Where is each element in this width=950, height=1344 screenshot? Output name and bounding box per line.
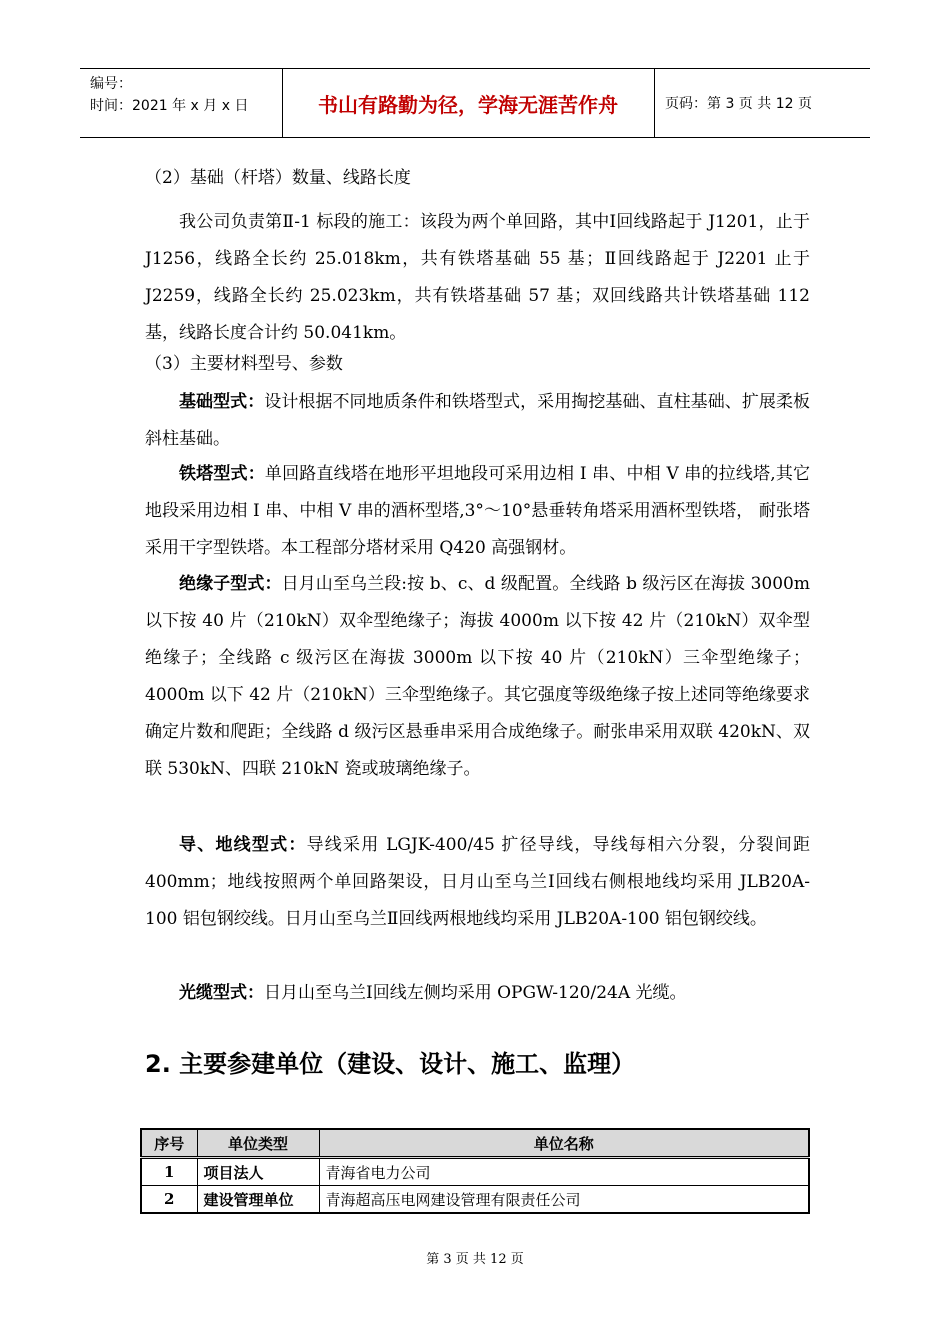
conductor-text: 导线采用 LGJK-400/45 扩径导线，导线每相六分裂，分裂间距 400mm；地线按照两个单回路架设，日月山至乌兰Ⅰ回线右侧根地线均采用 JLB20A-100 铝包钢绞线。日月山至乌兰Ⅱ回线两根地线均采用 JLB20A-100 铝包钢绞线。 (145, 835, 811, 929)
row-name: 青海省电力公司 (319, 1158, 809, 1186)
section-2 (145, 160, 810, 197)
insulator-text: 日月山至乌兰段:按 b、c、d 级配置。全线路 b 级污区在海拔 3000m 以下按 40 片（210kN）双伞型绝缘子；海拔 4000m 以下按 42 片（210kN）双伞型绝缘子；全线路 c 级污区在海拔 3000m 以下按 40 片（210kN）三伞型绝缘子；4000m 以下 42 片（210kN）三伞型绝缘子。其它强度等级绝缘子按上述同等绝缘要求确定片数和爬距；全线路 d 级污区悬垂串采用合成绝缘子。耐张串采用双联 420kN、双联 530kN、四联 210kN 瓷或玻璃绝缘子。 (145, 574, 810, 779)
material-insulator (145, 566, 810, 788)
row-name: 青海超高压电网建设管理有限责任公司 (319, 1186, 809, 1214)
page-info-text: 页码：第 3 页 共 12 页 (665, 96, 812, 112)
table-row (141, 1158, 809, 1186)
table-header-row (141, 1129, 809, 1158)
units-table (140, 1128, 810, 1214)
section-2-body-block (145, 204, 810, 352)
page-footer: 第 3 页 共 12 页 (426, 1252, 524, 1267)
section-2-body: 我公司负责第Ⅱ-1 标段的施工：该段为两个单回路，其中Ⅰ回线路起于 J1201，止于 J1256，线路全长约 25.018km，共有铁塔基础 55 基；Ⅱ回线路起于 J2201 止于 J2259，线路全长约 25.023km，共有铁塔基础 57 基；双回线路共计铁塔基础 112 基，线路长度合计约 50.041km。 (145, 212, 810, 343)
page-header (80, 68, 870, 138)
header-page-info (655, 69, 870, 137)
header-meta (80, 69, 283, 137)
cable-text: 日月山至乌兰Ⅰ回线左侧均采用 OPGW-120/24A 光缆。 (264, 983, 687, 1003)
time-label: 时间：2021 年 x 月 x 日 (90, 98, 249, 114)
row-index: 2 (141, 1186, 197, 1214)
table-row (141, 1186, 809, 1214)
row-type: 建设管理单位 (197, 1186, 319, 1214)
col-header-type: 单位类型 (197, 1129, 319, 1158)
cable-label: 光缆型式： (179, 983, 264, 1003)
material-cable (145, 975, 810, 1012)
material-conductor (145, 827, 810, 938)
material-foundation (145, 384, 810, 458)
header-motto: 书山有路勤为径，学海无涯苦作舟 (282, 69, 655, 137)
participants-heading: 2. 主要参建单位（建设、设计、施工、监理） (145, 1050, 636, 1078)
section-2-heading: （2）基础（杆塔）数量、线路长度 (145, 168, 411, 188)
col-header-index: 序号 (141, 1129, 197, 1158)
insulator-label: 绝缘子型式： (179, 574, 282, 594)
col-header-name: 单位名称 (319, 1129, 809, 1158)
material-tower (145, 456, 810, 567)
foundation-label: 基础型式： (179, 392, 265, 412)
tower-text: 单回路直线塔在地形平坦地段可采用边相 I 串、中相 V 串的拉线塔,其它地段采用边相 I 串、中相 V 串的酒杯型塔,3°～10°悬垂转角塔采用酒杯型铁塔， 耐张塔采用干字型铁塔。本工程部分塔材采用 Q420 高强钢材。 (145, 464, 810, 558)
foundation-text: 设计根据不同地质条件和铁塔型式，采用掏挖基础、直柱基础、扩展柔板斜柱基础。 (145, 392, 811, 449)
section-3-heading: （3）主要材料型号、参数 (145, 354, 343, 374)
number-label: 编号： (90, 76, 132, 92)
row-index: 1 (141, 1158, 197, 1186)
tower-label: 铁塔型式： (179, 464, 265, 484)
section-3 (145, 346, 810, 383)
row-type: 项目法人 (197, 1158, 319, 1186)
conductor-label: 导、地线型式： (179, 835, 307, 855)
